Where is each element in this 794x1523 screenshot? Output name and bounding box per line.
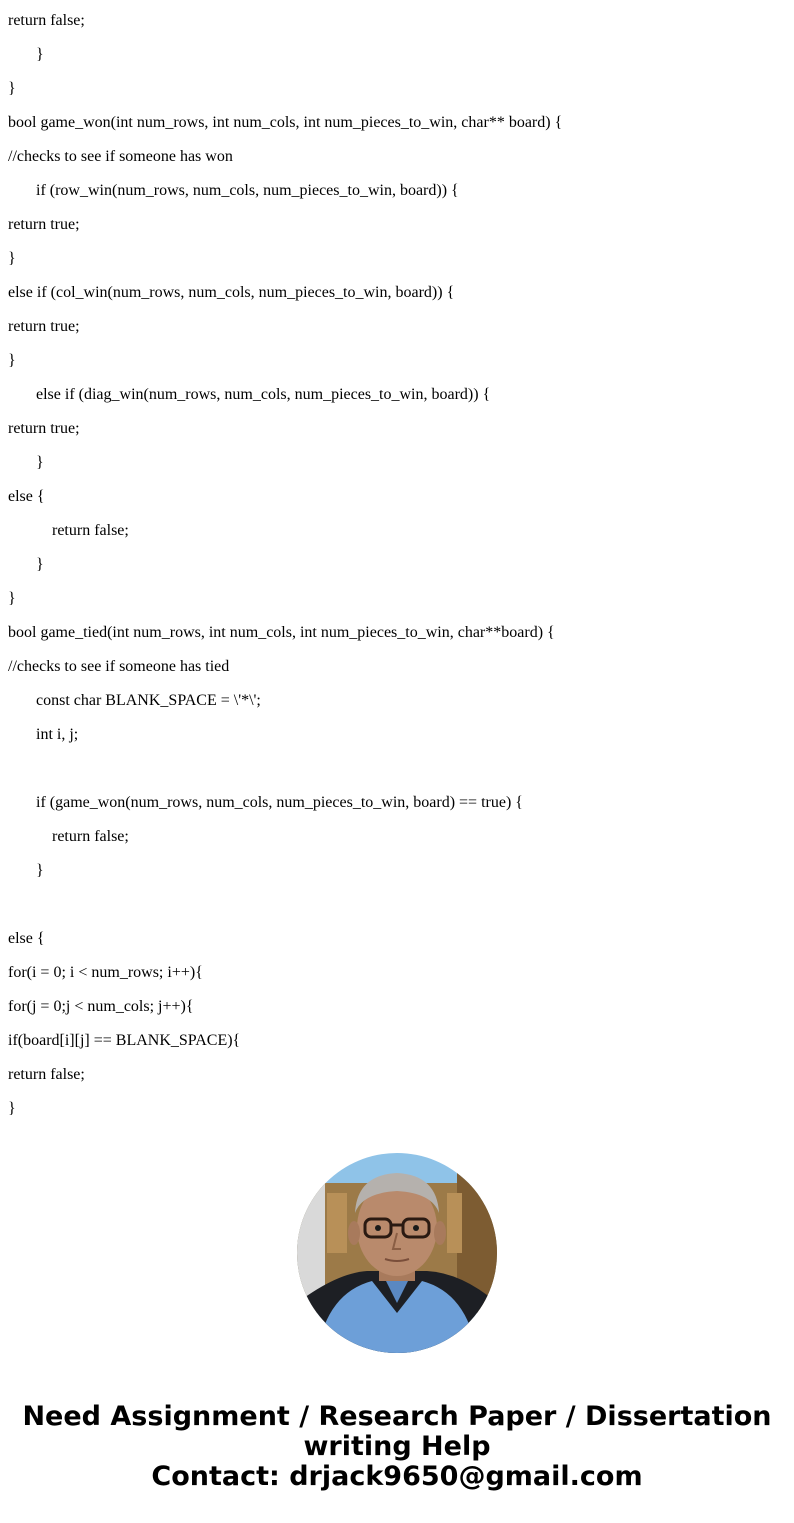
code-line: } xyxy=(8,352,16,369)
code-line: return true; xyxy=(8,216,80,233)
code-line: return false; xyxy=(8,12,85,29)
code-line: else { xyxy=(8,930,45,947)
promo-line-1: Need Assignment / Research Paper / Dissertation xyxy=(22,1401,772,1432)
code-listing xyxy=(8,4,778,1126)
code-line: //checks to see if someone has tied xyxy=(8,658,230,675)
code-line: } xyxy=(36,556,44,573)
code-line: return false; xyxy=(8,1066,85,1083)
code-line: } xyxy=(8,80,16,97)
code-line: } xyxy=(8,590,16,607)
code-line: return false; xyxy=(52,828,129,845)
code-line: if(board[i][j] == BLANK_SPACE){ xyxy=(8,1032,241,1049)
code-line: if (row_win(num_rows, num_cols, num_pieces_to_win, board)) { xyxy=(36,182,459,199)
code-line xyxy=(8,888,778,922)
code-line: const char BLANK_SPACE = \'*\'; xyxy=(36,692,261,709)
code-line xyxy=(8,752,778,786)
code-line: } xyxy=(8,250,16,267)
person-photo-icon xyxy=(297,1153,497,1353)
code-line: } xyxy=(36,46,44,63)
code-line: bool game_tied(int num_rows, int num_cols, int num_pieces_to_win, char**board) { xyxy=(8,624,555,641)
promo-line-3: Contact: drjack9650@gmail.com xyxy=(151,1461,643,1492)
promo-line-2: writing Help xyxy=(303,1431,491,1462)
code-line: return false; xyxy=(52,522,129,539)
code-line: int i, j; xyxy=(36,726,79,743)
promo-text xyxy=(0,1402,794,1492)
code-line: else { xyxy=(8,488,45,505)
code-line: else if (col_win(num_rows, num_cols, num_pieces_to_win, board)) { xyxy=(8,284,455,301)
code-line: } xyxy=(36,862,44,879)
code-line: for(i = 0; i < num_rows; i++){ xyxy=(8,964,203,981)
code-line: return true; xyxy=(8,420,80,437)
code-line: for(j = 0;j < num_cols; j++){ xyxy=(8,998,194,1015)
code-line: return true; xyxy=(8,318,80,335)
code-line: //checks to see if someone has won xyxy=(8,148,233,165)
code-line: } xyxy=(8,1100,16,1117)
code-line: else if (diag_win(num_rows, num_cols, num_pieces_to_win, board)) { xyxy=(36,386,491,403)
code-line: } xyxy=(36,454,44,471)
code-line: if (game_won(num_rows, num_cols, num_pieces_to_win, board) == true) { xyxy=(36,794,523,811)
code-line: bool game_won(int num_rows, int num_cols, int num_pieces_to_win, char** board) { xyxy=(8,114,563,131)
author-avatar xyxy=(297,1153,497,1353)
